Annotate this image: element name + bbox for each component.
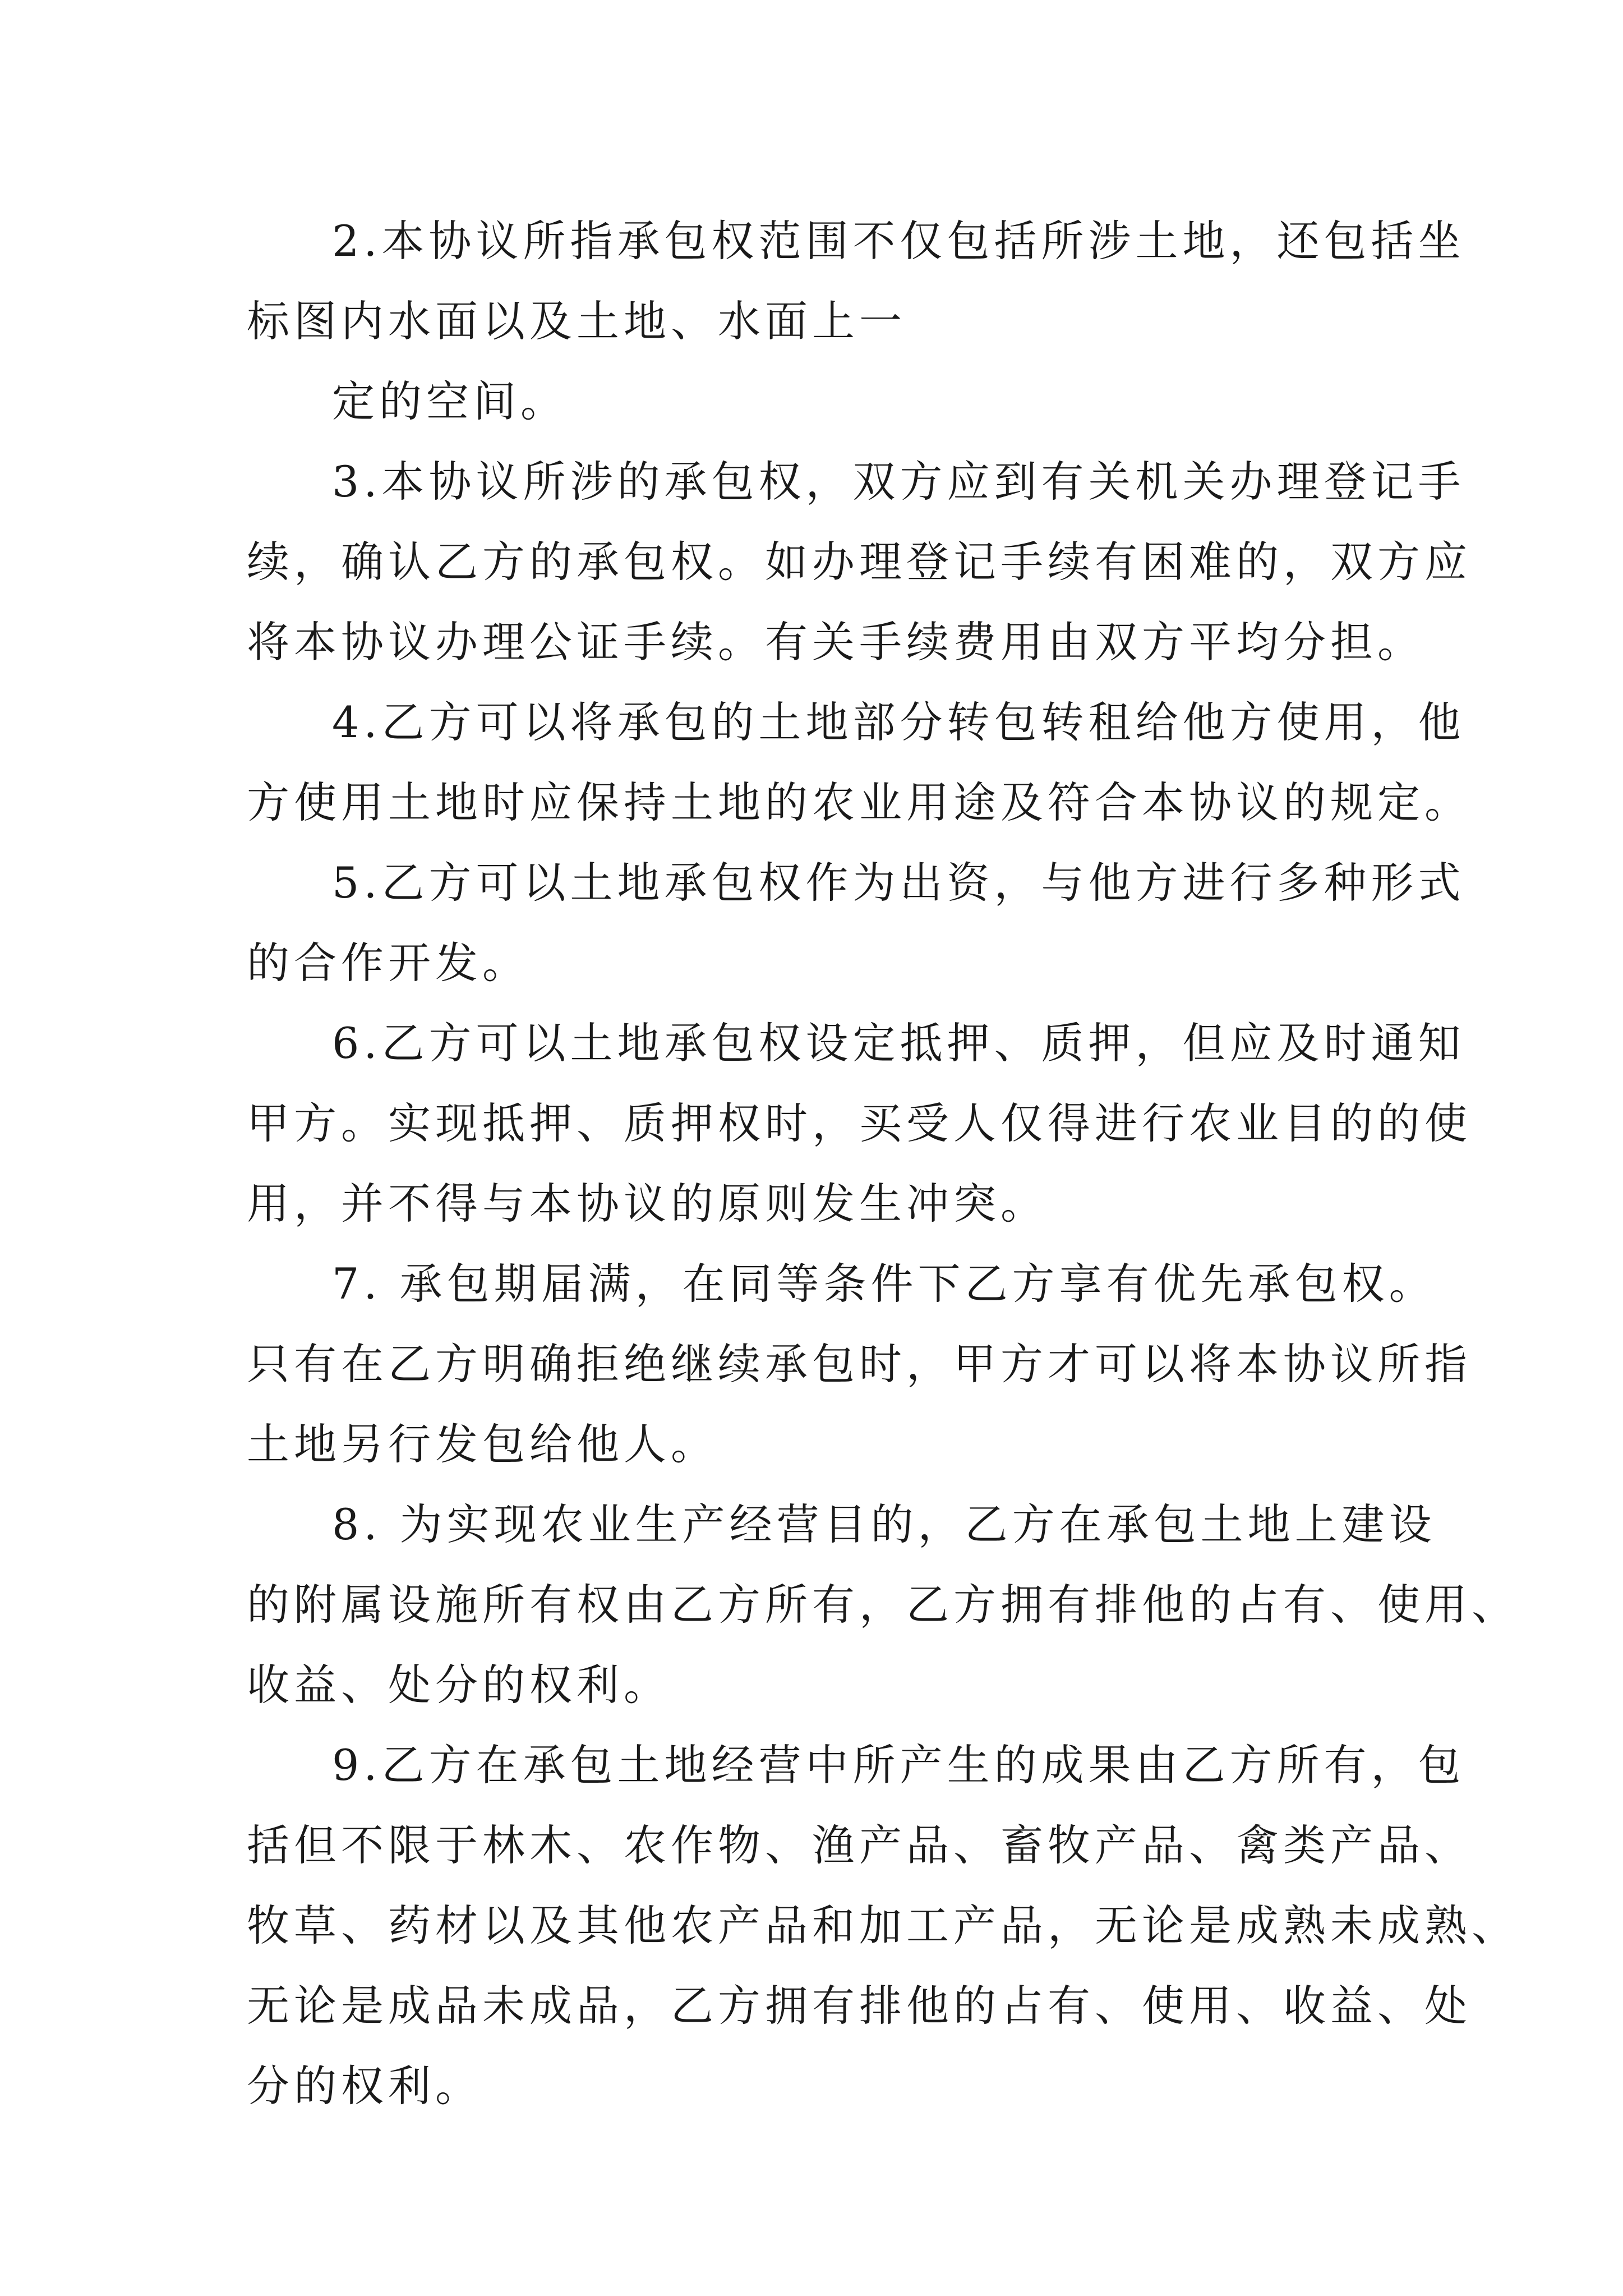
clause-3-line-1: 3.本协议所涉的承包权，双方应到有关机关办理登记手 — [332, 457, 1465, 507]
clause-4-line-1: 4.乙方可以将承包的土地部分转包转租给他方使用，他 — [332, 697, 1465, 747]
clause-8-line-2: 的附属设施所有权由乙方所有，乙方拥有排他的占有、使用、 — [247, 1580, 1519, 1630]
clause-9-line-3: 牧草、药材以及其他农产品和加工产品，无论是成熟未成熟、 — [247, 1901, 1519, 1950]
clause-9-line-4: 无论是成品未成品，乙方拥有排他的占有、使用、收益、处 — [247, 1981, 1472, 2031]
clause-8-line-3: 收益、处分的权利。 — [247, 1660, 671, 1710]
clause-6-line-3: 用，并不得与本协议的原则发生冲突。 — [247, 1179, 1048, 1228]
clause-9 — [247, 1725, 1519, 2126]
clause-7-line-2: 只有在乙方明确拒绝继续承包时，甲方才可以将本协议所指 — [247, 1339, 1472, 1389]
clause-9-line-2: 括但不限于林木、农作物、渔产品、畜牧产品、禽类产品、 — [247, 1820, 1472, 1870]
clause-7-line-3: 土地另行发包给他人。 — [247, 1419, 718, 1469]
clause-7-line-1: 7. 承包期届满，在同等条件下乙方享有优先承包权。 — [332, 1259, 1436, 1309]
clause-7 — [247, 1244, 1472, 1484]
clause-5-line-2: 的合作开发。 — [247, 938, 529, 988]
clause-8 — [247, 1484, 1519, 1725]
clause-2 — [247, 201, 1465, 441]
clause-6-line-2: 甲方。实现抵押、质押权时，买受人仅得进行农业目的的使 — [247, 1098, 1472, 1148]
clause-5 — [247, 843, 1465, 1003]
clause-2-line-2: 标图内水面以及土地、水面上一 — [247, 296, 906, 346]
clause-9-line-5: 分的权利。 — [247, 2061, 482, 2111]
clause-3-line-3: 将本协议办理公证手续。有关手续费用由双方平均分担。 — [247, 617, 1424, 667]
clause-9-line-1: 9.乙方在承包土地经营中所产生的成果由乙方所有，包 — [332, 1740, 1465, 1790]
clause-6 — [247, 1003, 1472, 1244]
clause-3 — [247, 441, 1472, 682]
clause-8-line-1: 8. 为实现农业生产经营目的，乙方在承包土地上建设 — [332, 1499, 1436, 1549]
clause-6-line-1: 6.乙方可以土地承包权设定抵押、质押，但应及时通知 — [332, 1018, 1465, 1068]
clause-4-line-2: 方使用土地时应保持土地的农业用途及符合本协议的规定。 — [247, 777, 1472, 827]
clause-2-line-1: 2.本协议所指承包权范围不仅包括所涉土地，还包括坐 — [332, 216, 1465, 266]
clause-2-line-3: 定的空间。 — [332, 376, 568, 426]
document-body — [247, 201, 1519, 2126]
clause-4 — [247, 682, 1472, 843]
clause-3-line-2: 续，确认乙方的承包权。如办理登记手续有困难的，双方应 — [247, 537, 1472, 587]
clause-5-line-1: 5.乙方可以土地承包权作为出资，与他方进行多种形式 — [332, 858, 1465, 908]
